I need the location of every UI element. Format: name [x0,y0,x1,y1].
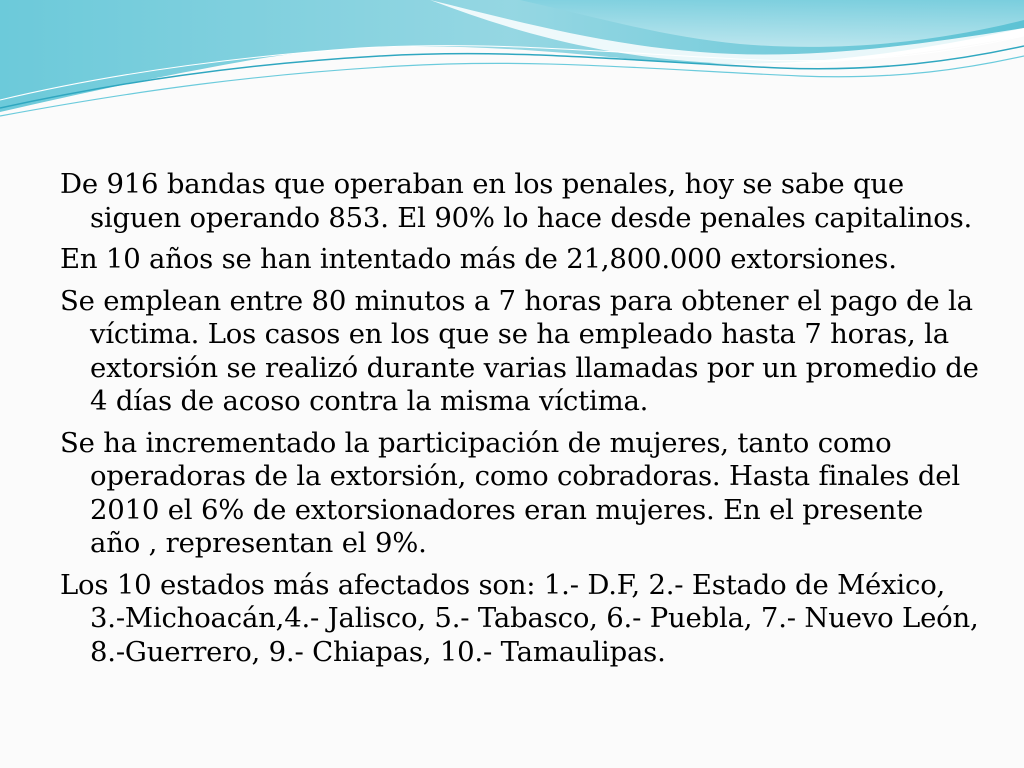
decorative-wave-header [0,0,1024,130]
bullet-list [60,168,980,677]
paragraph-extorsiones: En 10 años se han intentado más de 21,800.000 extorsiones. [60,243,897,275]
paragraph-tiempo-pago: Se emplean entre 80 minutos a 7 horas para obtener el pago de la víctima. Los casos en los que se ha empleado hasta 7 horas, la extorsión se realizó durante varias llamadas por un promedio de 4 días de acoso contra la misma víctima. [60,284,979,417]
paragraph-bandas: De 916 bandas que operaban en los penales, hoy se sabe que siguen operando 853. El 90% lo hace desde penales capitalinos. [60,168,973,234]
paragraph-mujeres: Se ha incrementado la participación de mujeres, tanto como operadoras de la extorsión, como cobradoras. Hasta finales del 2010 el 6% de extorsionadores eran mujeres. En el presente año , representan el 9%. [60,426,960,559]
paragraph-estados: Los 10 estados más afectados son: 1.- D.F, 2.- Estado de México, 3.-Michoacán,4.- Jalisco, 5.- Tabasco, 6.- Puebla, 7.- Nuevo León, 8.-Guerrero, 9.- Chiapas, 10.- Tamaulipas. [60,568,979,668]
